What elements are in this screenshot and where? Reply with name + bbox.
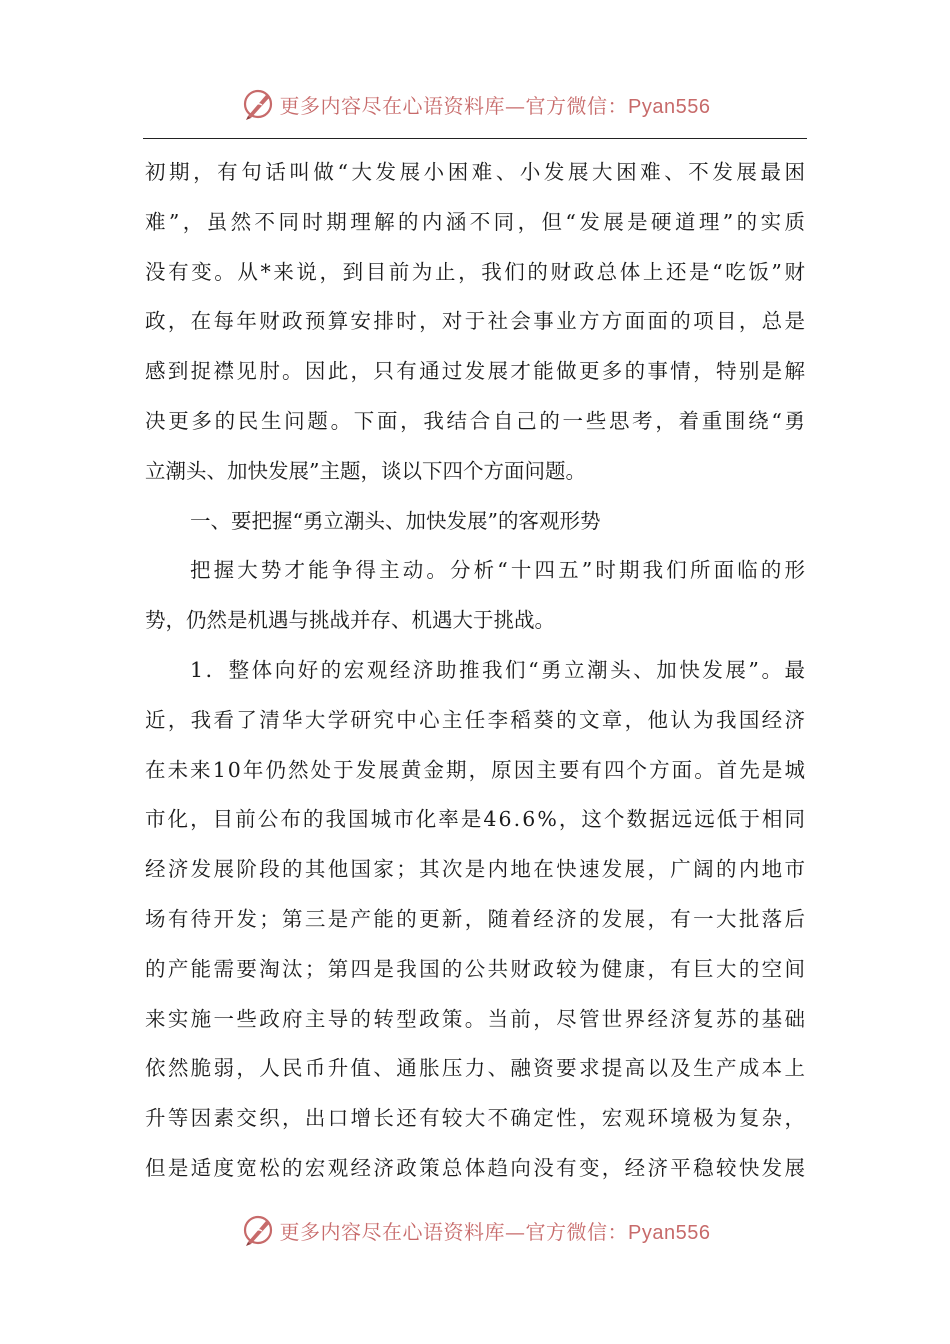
text-line: 立潮头、加快发展”主题，谈以下四个方面问题。 [145, 458, 586, 483]
footer-watermark [0, 1210, 950, 1250]
text-line: 但是适度宽松的宏观经济政策总体趋向没有变，经济平稳较快发展 [145, 1155, 808, 1180]
text-line: 来实施一些政府主导的转型政策。当前，尽管世界经济复苏的基础 [145, 1006, 808, 1031]
pen-logo-icon [240, 86, 276, 122]
footer-brand-text: 更多内容尽在心语资料库—官方微信： [279, 1219, 629, 1244]
header-watermark [0, 84, 950, 124]
text-line: 势，仍然是机遇与挑战并存、机遇大于挑战。 [145, 608, 555, 633]
subsection-line: 1．整体向好的宏观经济助推我们“勇立潮头、加快发展”。最 [190, 657, 808, 682]
footer-wechat-id: Pyan556 [628, 1221, 711, 1244]
text-line: 政，在每年财政预算安排时，对于社会事业方方面面的项目，总是 [145, 309, 808, 334]
header-divider [143, 138, 807, 139]
text-line: 把握大势才能争得主动。分析“十四五”时期我们所面临的形 [190, 558, 809, 583]
text-line: 的产能需要淘汰；第四是我国的公共财政较为健康，有巨大的空间 [145, 956, 808, 981]
text-line: 近，我看了清华大学研究中心主任李稻葵的文章，他认为我国经济 [145, 707, 808, 732]
text-line: 经济发展阶段的其他国家；其次是内地在快速发展，广阔的内地市 [145, 857, 808, 882]
text-line: 依然脆弱，人民币升值、通胀压力、融资要求提高以及生产成本上 [145, 1056, 808, 1081]
document-body [145, 148, 809, 1194]
text-line: 感到捉襟见肘。因此，只有通过发展才能做更多的事情，特别是解 [145, 359, 808, 384]
header-wechat-id: Pyan556 [628, 95, 711, 118]
text-line: 决更多的民生问题。下面，我结合自己的一些思考，着重围绕“勇 [145, 408, 808, 433]
section-heading: 一、要把握“勇立潮头、加快发展”的客观形势 [190, 508, 601, 533]
text-line: 升等因素交织，出口增长还有较大不确定性，宏观环境极为复杂， [145, 1106, 808, 1131]
text-line: 初期，有句话叫做“大发展小困难、小发展大困难、不发展最困 [145, 160, 809, 184]
text-line: 没有变。从*来说，到目前为止，我们的财政总体上还是“吃饭”财 [145, 259, 808, 284]
text-line: 难”，虽然不同时期理解的内涵不同，但“发展是硬道理”的实质 [145, 209, 809, 234]
text-line: 场有待开发；第三是产能的更新，随着经济的发展，有一大批落后 [145, 906, 808, 931]
header-brand-text: 更多内容尽在心语资料库—官方微信： [279, 93, 629, 118]
text-line: 市化，目前公布的我国城市化率是46.6%，这个数据远远低于相同 [145, 807, 808, 832]
text-line: 在未来10年仍然处于发展黄金期，原因主要有四个方面。首先是城 [145, 757, 808, 782]
pen-logo-icon [240, 1212, 276, 1248]
